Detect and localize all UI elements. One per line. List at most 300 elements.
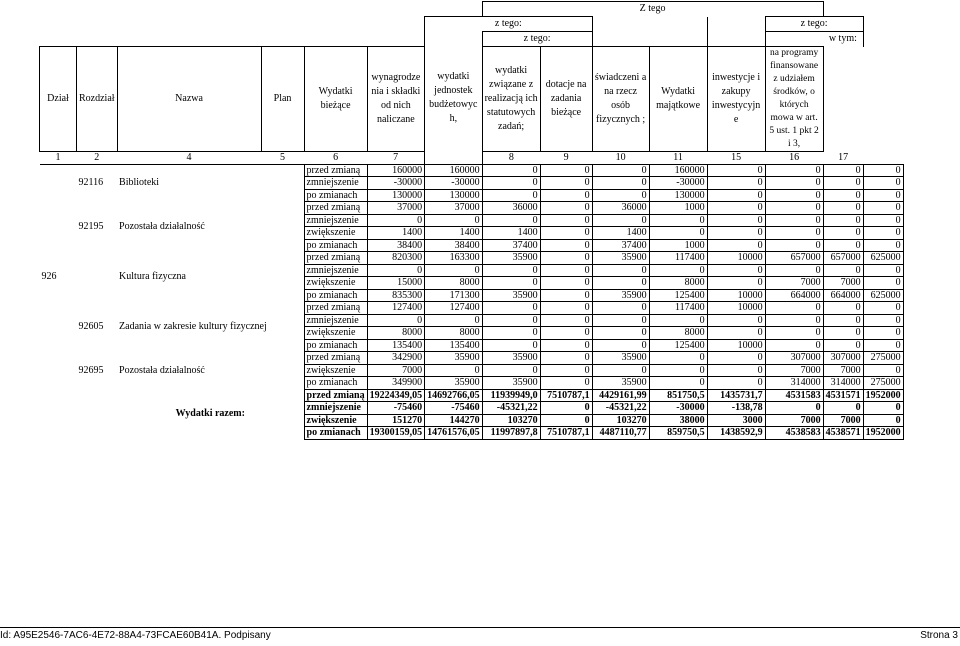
nazwa-cell: Pozostała działalność bbox=[119, 364, 205, 376]
nazwa-cell: Kultura fizyczna bbox=[119, 270, 186, 282]
value-cell: 275000 bbox=[863, 352, 903, 365]
value-cell: 38000 bbox=[649, 414, 707, 427]
value-cell: -30000 bbox=[425, 177, 483, 190]
row-label: po zmianach bbox=[304, 339, 367, 352]
value-cell: 0 bbox=[482, 189, 540, 202]
value-cell: 0 bbox=[863, 239, 903, 252]
value-cell: 10000 bbox=[707, 302, 765, 315]
value-cell: 0 bbox=[540, 414, 592, 427]
value-cell: -75460 bbox=[425, 402, 483, 415]
rozdzial-cell: 92695 bbox=[78, 364, 104, 376]
value-cell: 0 bbox=[765, 327, 823, 340]
value-cell: 38400 bbox=[425, 239, 483, 252]
value-cell: 37400 bbox=[592, 239, 649, 252]
column-number: 9 bbox=[540, 152, 592, 165]
dzial-cell bbox=[40, 164, 77, 202]
column-number: 10 bbox=[592, 152, 649, 165]
value-cell: 1000 bbox=[649, 239, 707, 252]
value-cell: 7000 bbox=[765, 364, 823, 377]
value-cell: 0 bbox=[592, 189, 649, 202]
value-cell: 125400 bbox=[649, 289, 707, 302]
value-cell: 0 bbox=[592, 327, 649, 340]
value-cell: 342900 bbox=[367, 352, 425, 365]
column-number: 1 bbox=[40, 152, 77, 165]
header-z-tego-top: Z tego bbox=[482, 2, 823, 17]
value-cell: 0 bbox=[823, 339, 863, 352]
value-cell: 349900 bbox=[367, 377, 425, 390]
value-cell: 0 bbox=[765, 339, 823, 352]
value-cell: 0 bbox=[367, 314, 425, 327]
table-row bbox=[40, 252, 904, 265]
value-cell: 130000 bbox=[425, 189, 483, 202]
value-cell: 0 bbox=[863, 277, 903, 290]
value-cell: 0 bbox=[367, 214, 425, 227]
value-cell: 130000 bbox=[367, 189, 425, 202]
value-cell: 11997897,8 bbox=[482, 427, 540, 440]
column-number: 15 bbox=[707, 152, 765, 165]
value-cell: 0 bbox=[592, 214, 649, 227]
value-cell: 0 bbox=[863, 364, 903, 377]
value-cell: 10000 bbox=[707, 339, 765, 352]
value-cell: 0 bbox=[425, 364, 483, 377]
value-cell: 0 bbox=[540, 252, 592, 265]
value-cell: 0 bbox=[482, 314, 540, 327]
value-cell: 127400 bbox=[425, 302, 483, 315]
dzial-cell bbox=[40, 302, 77, 352]
value-cell: 0 bbox=[765, 189, 823, 202]
value-cell: 19300159,05 bbox=[367, 427, 425, 440]
value-cell: 0 bbox=[592, 277, 649, 290]
value-cell: 0 bbox=[823, 189, 863, 202]
value-cell: 35900 bbox=[482, 289, 540, 302]
rozdzial-cell: 92116 bbox=[78, 177, 104, 189]
value-cell: -30000 bbox=[367, 177, 425, 190]
value-cell: 1952000 bbox=[863, 427, 903, 440]
value-cell: 35900 bbox=[592, 352, 649, 365]
column-number: 6 bbox=[304, 152, 367, 165]
header-rozdzial: Rozdział bbox=[77, 47, 118, 152]
header-dzial: Dział bbox=[40, 47, 77, 152]
value-cell: 0 bbox=[863, 264, 903, 277]
header-nazwa: Nazwa bbox=[117, 47, 261, 152]
value-cell: 1400 bbox=[425, 227, 483, 240]
header-dotacje: dotacje na zadania bieżące bbox=[540, 47, 592, 152]
value-cell: 35900 bbox=[482, 352, 540, 365]
table-row bbox=[40, 302, 904, 315]
value-cell: 37400 bbox=[482, 239, 540, 252]
value-cell: 0 bbox=[765, 314, 823, 327]
header-z-tego-mid: z tego: bbox=[425, 17, 593, 32]
value-cell: 0 bbox=[823, 327, 863, 340]
row-label: zwiększenie bbox=[304, 414, 367, 427]
value-cell: 0 bbox=[707, 327, 765, 340]
value-cell: 0 bbox=[707, 189, 765, 202]
value-cell: 0 bbox=[707, 164, 765, 177]
value-cell: 15000 bbox=[367, 277, 425, 290]
value-cell: 0 bbox=[482, 302, 540, 315]
value-cell: 664000 bbox=[765, 289, 823, 302]
value-cell: 4531583 bbox=[765, 389, 823, 402]
value-cell: 36000 bbox=[482, 202, 540, 215]
value-cell: 0 bbox=[823, 164, 863, 177]
value-cell: 0 bbox=[707, 364, 765, 377]
row-label: zmniejszenie bbox=[304, 264, 367, 277]
value-cell: 859750,5 bbox=[649, 427, 707, 440]
value-cell: 35900 bbox=[592, 252, 649, 265]
value-cell: 0 bbox=[707, 277, 765, 290]
value-cell: 0 bbox=[540, 164, 592, 177]
header-wydatki-biezace: Wydatki bieżące bbox=[304, 47, 367, 152]
header-swiadczenia: świadczeni a na rzecz osób fizycznych ; bbox=[592, 47, 649, 152]
table-row bbox=[40, 352, 904, 365]
value-cell: 7000 bbox=[823, 277, 863, 290]
value-cell: 0 bbox=[765, 264, 823, 277]
value-cell: 657000 bbox=[765, 252, 823, 265]
footer-divider bbox=[0, 627, 960, 628]
header-w-tym: w tym: bbox=[823, 32, 863, 47]
value-cell: 127400 bbox=[367, 302, 425, 315]
value-cell: 0 bbox=[823, 177, 863, 190]
value-cell: 0 bbox=[863, 227, 903, 240]
row-label: zwiększenie bbox=[304, 364, 367, 377]
value-cell: 0 bbox=[823, 314, 863, 327]
value-cell: 7000 bbox=[765, 414, 823, 427]
row-label: przed zmianą bbox=[304, 352, 367, 365]
value-cell: 8000 bbox=[649, 327, 707, 340]
value-cell: 307000 bbox=[765, 352, 823, 365]
value-cell: 117400 bbox=[649, 252, 707, 265]
value-cell: 0 bbox=[707, 264, 765, 277]
value-cell: 151270 bbox=[367, 414, 425, 427]
value-cell: 8000 bbox=[649, 277, 707, 290]
value-cell: 0 bbox=[649, 214, 707, 227]
value-cell: 0 bbox=[863, 402, 903, 415]
value-cell: 11939949,0 bbox=[482, 389, 540, 402]
value-cell: 0 bbox=[863, 214, 903, 227]
value-cell: 820300 bbox=[367, 252, 425, 265]
value-cell: 0 bbox=[707, 377, 765, 390]
value-cell: 0 bbox=[482, 164, 540, 177]
value-cell: 0 bbox=[765, 164, 823, 177]
value-cell: 0 bbox=[540, 352, 592, 365]
dzial-cell bbox=[40, 352, 77, 390]
value-cell: 0 bbox=[707, 314, 765, 327]
value-cell: 7000 bbox=[823, 414, 863, 427]
value-cell: 117400 bbox=[649, 302, 707, 315]
value-cell: 125400 bbox=[649, 339, 707, 352]
value-cell: 0 bbox=[823, 264, 863, 277]
value-cell: 0 bbox=[482, 177, 540, 190]
value-cell: 0 bbox=[823, 227, 863, 240]
value-cell: 835300 bbox=[367, 289, 425, 302]
value-cell: 0 bbox=[482, 264, 540, 277]
value-cell: 0 bbox=[765, 227, 823, 240]
value-cell: 3000 bbox=[707, 414, 765, 427]
column-number: 4 bbox=[117, 152, 261, 165]
value-cell: 8000 bbox=[425, 327, 483, 340]
value-cell: 1400 bbox=[592, 227, 649, 240]
value-cell: 314000 bbox=[823, 377, 863, 390]
value-cell: 160000 bbox=[367, 164, 425, 177]
row-label: przed zmianą bbox=[304, 164, 367, 177]
value-cell: 0 bbox=[540, 189, 592, 202]
column-number: 5 bbox=[261, 152, 304, 165]
value-cell: 0 bbox=[540, 277, 592, 290]
value-cell: 0 bbox=[425, 264, 483, 277]
row-label: po zmianach bbox=[304, 239, 367, 252]
value-cell: 0 bbox=[649, 377, 707, 390]
value-cell: 160000 bbox=[649, 164, 707, 177]
value-cell: 657000 bbox=[823, 252, 863, 265]
value-cell: 0 bbox=[823, 402, 863, 415]
row-label: przed zmianą bbox=[304, 252, 367, 265]
value-cell: 0 bbox=[765, 302, 823, 315]
value-cell: 1435731,7 bbox=[707, 389, 765, 402]
value-cell: 4538571 bbox=[823, 427, 863, 440]
value-cell: 0 bbox=[540, 302, 592, 315]
value-cell: 35900 bbox=[482, 377, 540, 390]
header-z-tego-right: z tego: bbox=[765, 17, 863, 32]
value-cell: 7000 bbox=[823, 364, 863, 377]
value-cell: 0 bbox=[707, 239, 765, 252]
value-cell: 7000 bbox=[765, 277, 823, 290]
value-cell: 664000 bbox=[823, 289, 863, 302]
value-cell: 0 bbox=[482, 339, 540, 352]
value-cell: 0 bbox=[540, 264, 592, 277]
row-label: po zmianach bbox=[304, 289, 367, 302]
value-cell: 4487110,77 bbox=[592, 427, 649, 440]
header-programy: na programy finansowane z udziałem środków, o których mowa w art. 5 ust. 1 pkt 2 i 3, bbox=[765, 47, 823, 152]
value-cell: 0 bbox=[482, 364, 540, 377]
value-cell: 103270 bbox=[482, 414, 540, 427]
row-label: po zmianach bbox=[304, 427, 367, 440]
value-cell: 0 bbox=[540, 177, 592, 190]
value-cell: -45321,22 bbox=[592, 402, 649, 415]
value-cell: 35900 bbox=[425, 377, 483, 390]
value-cell: 38400 bbox=[367, 239, 425, 252]
value-cell: 35900 bbox=[425, 352, 483, 365]
value-cell: 1000 bbox=[649, 202, 707, 215]
value-cell: 0 bbox=[540, 227, 592, 240]
value-cell: 0 bbox=[540, 364, 592, 377]
value-cell: 8000 bbox=[367, 327, 425, 340]
value-cell: -30000 bbox=[649, 402, 707, 415]
value-cell: 0 bbox=[765, 239, 823, 252]
value-cell: 0 bbox=[863, 164, 903, 177]
dzial-cell bbox=[40, 202, 77, 252]
value-cell: 0 bbox=[863, 202, 903, 215]
column-number: 17 bbox=[823, 152, 863, 165]
value-cell: 0 bbox=[707, 177, 765, 190]
row-label: zmniejszenie bbox=[304, 214, 367, 227]
value-cell: 0 bbox=[823, 302, 863, 315]
value-cell: 35900 bbox=[592, 377, 649, 390]
value-cell: 625000 bbox=[863, 289, 903, 302]
column-number: 11 bbox=[649, 152, 707, 165]
value-cell: 0 bbox=[765, 402, 823, 415]
value-cell: 0 bbox=[592, 339, 649, 352]
value-cell: 135400 bbox=[425, 339, 483, 352]
footer-page-number: Strona 3 bbox=[920, 630, 958, 641]
value-cell: 144270 bbox=[425, 414, 483, 427]
value-cell: 37000 bbox=[367, 202, 425, 215]
value-cell: 0 bbox=[707, 214, 765, 227]
row-label: przed zmianą bbox=[304, 302, 367, 315]
value-cell: 0 bbox=[592, 302, 649, 315]
table-row bbox=[40, 164, 904, 177]
value-cell: 10000 bbox=[707, 252, 765, 265]
value-cell: 0 bbox=[649, 314, 707, 327]
footer-document-id: Id: A95E2546-7AC6-4E72-88A4-73FCAE60B41A. Podpisany bbox=[0, 630, 271, 641]
column-number: 2 bbox=[77, 152, 118, 165]
value-cell: 0 bbox=[863, 414, 903, 427]
dzial-cell: 926 bbox=[41, 270, 57, 282]
value-cell: 851750,5 bbox=[649, 389, 707, 402]
value-cell: 103270 bbox=[592, 414, 649, 427]
value-cell: 0 bbox=[765, 177, 823, 190]
value-cell: 0 bbox=[592, 264, 649, 277]
row-label: zmniejszenie bbox=[304, 177, 367, 190]
value-cell: 1400 bbox=[482, 227, 540, 240]
value-cell: 7510787,1 bbox=[540, 389, 592, 402]
value-cell: 314000 bbox=[765, 377, 823, 390]
value-cell: 0 bbox=[823, 214, 863, 227]
value-cell: 0 bbox=[649, 364, 707, 377]
value-cell: 1438592,9 bbox=[707, 427, 765, 440]
value-cell: 8000 bbox=[425, 277, 483, 290]
column-number: 8 bbox=[482, 152, 540, 165]
header-wydatki-zwiazane: wydatki związane z realizacją ich statutowych zadań; bbox=[482, 47, 540, 152]
value-cell: 4531571 bbox=[823, 389, 863, 402]
value-cell: 0 bbox=[863, 327, 903, 340]
value-cell: 307000 bbox=[823, 352, 863, 365]
dzial-cell bbox=[40, 389, 77, 439]
value-cell: 4429161,99 bbox=[592, 389, 649, 402]
value-cell: 0 bbox=[707, 227, 765, 240]
row-label: zmniejszenie bbox=[304, 314, 367, 327]
value-cell: 0 bbox=[540, 289, 592, 302]
value-cell: 275000 bbox=[863, 377, 903, 390]
header-wydatki-jednostek: wydatki jednostek budżetowyc h, bbox=[425, 32, 483, 165]
header-wydatki-majatkowe: Wydatki majątkowe bbox=[649, 47, 707, 152]
value-cell: 0 bbox=[482, 214, 540, 227]
value-cell: 0 bbox=[863, 189, 903, 202]
value-cell: 0 bbox=[540, 202, 592, 215]
value-cell: 37000 bbox=[425, 202, 483, 215]
value-cell: 0 bbox=[765, 214, 823, 227]
value-cell: 0 bbox=[707, 352, 765, 365]
nazwa-cell: Zadania w zakresie kultury fizycznej bbox=[119, 320, 267, 332]
value-cell: 14761576,05 bbox=[425, 427, 483, 440]
value-cell: 171300 bbox=[425, 289, 483, 302]
value-cell: 7000 bbox=[367, 364, 425, 377]
row-label: przed zmianą bbox=[304, 202, 367, 215]
value-cell: 130000 bbox=[649, 189, 707, 202]
rozdzial-cell: 92605 bbox=[78, 320, 104, 332]
value-cell: 135400 bbox=[367, 339, 425, 352]
value-cell: 0 bbox=[592, 364, 649, 377]
rozdzial-cell bbox=[77, 389, 118, 439]
value-cell: 0 bbox=[540, 239, 592, 252]
value-cell: 0 bbox=[592, 164, 649, 177]
header-wynagrodzenia: wynagrodze nia i składki od nich naliczane bbox=[367, 47, 425, 152]
rozdzial-cell bbox=[77, 252, 118, 302]
value-cell: 0 bbox=[482, 327, 540, 340]
value-cell: 160000 bbox=[425, 164, 483, 177]
row-label: zwiększenie bbox=[304, 277, 367, 290]
nazwa-cell: Pozostała działalność bbox=[119, 220, 205, 232]
row-label: po zmianach bbox=[304, 189, 367, 202]
table-row bbox=[40, 389, 904, 402]
value-cell: -45321,22 bbox=[482, 402, 540, 415]
value-cell: 0 bbox=[707, 202, 765, 215]
row-label: zmniejszenie bbox=[304, 402, 367, 415]
header-z-tego-inner: z tego: bbox=[482, 32, 592, 47]
value-cell: 0 bbox=[649, 227, 707, 240]
row-label: zwiększenie bbox=[304, 327, 367, 340]
row-label: po zmianach bbox=[304, 377, 367, 390]
value-cell: 0 bbox=[540, 314, 592, 327]
row-label: zwiększenie bbox=[304, 227, 367, 240]
value-cell: -30000 bbox=[649, 177, 707, 190]
value-cell: 0 bbox=[540, 327, 592, 340]
value-cell: 0 bbox=[863, 314, 903, 327]
value-cell: 0 bbox=[482, 277, 540, 290]
value-cell: 35900 bbox=[592, 289, 649, 302]
value-cell: 0 bbox=[863, 302, 903, 315]
value-cell: 7510787,1 bbox=[540, 427, 592, 440]
value-cell: -75460 bbox=[367, 402, 425, 415]
value-cell: 0 bbox=[540, 339, 592, 352]
value-cell: 625000 bbox=[863, 252, 903, 265]
value-cell: 1952000 bbox=[863, 389, 903, 402]
column-number: 7 bbox=[367, 152, 425, 165]
rozdzial-cell: 92195 bbox=[78, 220, 104, 232]
value-cell: 0 bbox=[863, 177, 903, 190]
value-cell: 0 bbox=[765, 202, 823, 215]
value-cell: -138,78 bbox=[707, 402, 765, 415]
header-plan: Plan bbox=[261, 47, 304, 152]
value-cell: 0 bbox=[649, 264, 707, 277]
value-cell: 14692766,05 bbox=[425, 389, 483, 402]
value-cell: 4538583 bbox=[765, 427, 823, 440]
row-label: przed zmianą bbox=[304, 389, 367, 402]
value-cell: 0 bbox=[425, 214, 483, 227]
nazwa-cell: Wydatki razem: bbox=[175, 408, 245, 420]
value-cell: 0 bbox=[540, 377, 592, 390]
budget-table bbox=[39, 1, 904, 440]
value-cell: 36000 bbox=[592, 202, 649, 215]
value-cell: 0 bbox=[367, 264, 425, 277]
value-cell: 0 bbox=[863, 339, 903, 352]
value-cell: 1400 bbox=[367, 227, 425, 240]
value-cell: 0 bbox=[540, 214, 592, 227]
nazwa-cell: Biblioteki bbox=[119, 177, 160, 189]
header-inwestycje: inwestycje i zakupy inwestycyjn e bbox=[707, 47, 765, 152]
value-cell: 0 bbox=[649, 352, 707, 365]
value-cell: 0 bbox=[540, 402, 592, 415]
value-cell: 0 bbox=[425, 314, 483, 327]
value-cell: 19224349,05 bbox=[367, 389, 425, 402]
value-cell: 0 bbox=[823, 239, 863, 252]
value-cell: 35900 bbox=[482, 252, 540, 265]
value-cell: 0 bbox=[592, 177, 649, 190]
value-cell: 10000 bbox=[707, 289, 765, 302]
value-cell: 0 bbox=[823, 202, 863, 215]
value-cell: 163300 bbox=[425, 252, 483, 265]
table-row bbox=[40, 202, 904, 215]
column-number: 16 bbox=[765, 152, 823, 165]
